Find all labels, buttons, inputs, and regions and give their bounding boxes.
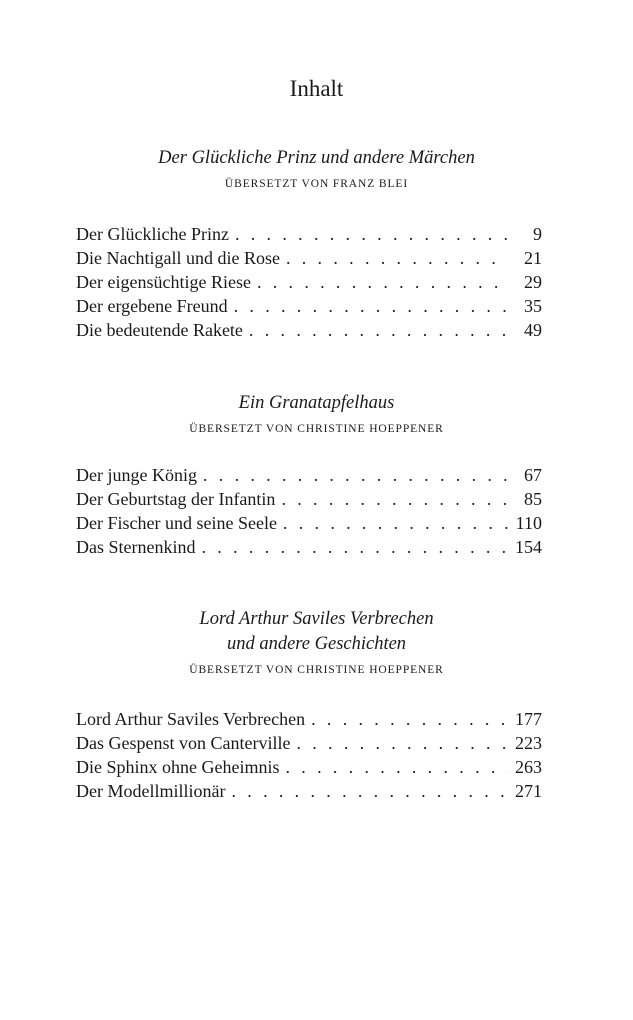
toc-entry[interactable] [76, 511, 542, 535]
dot-leader [249, 318, 508, 342]
toc-entry[interactable] [76, 318, 542, 342]
toc-entry[interactable] [76, 487, 542, 511]
entry-title: Der Modellmillionär [76, 781, 226, 801]
toc-entry[interactable] [76, 707, 542, 731]
entry-title: Der ergebene Freund [76, 296, 228, 316]
page-number: 35 [524, 296, 542, 316]
page-number: 9 [533, 224, 542, 244]
translator-credit: ÜBERSETZT VON FRANZ BLEI [224, 178, 409, 190]
section-title: Lord Arthur Saviles Verbrechen [199, 609, 434, 629]
toc-list [76, 463, 542, 559]
page-number: 85 [524, 489, 542, 509]
section-gluckliche-prinz [0, 146, 633, 192]
translator-credit: ÜBERSETZT VON CHRISTINE HOEPPENER [189, 664, 444, 676]
page-title: Inhalt [289, 76, 344, 101]
toc-entry[interactable] [76, 535, 542, 559]
page-number: 110 [515, 513, 542, 533]
section-title: Der Glückliche Prinz und andere Märchen [158, 148, 475, 168]
entry-title: Der junge König [76, 465, 197, 485]
toc-list [76, 707, 542, 803]
section-lord-arthur [0, 607, 633, 678]
entry-title: Der Glückliche Prinz [76, 224, 229, 244]
page-number: 263 [515, 757, 542, 777]
entry-title: Das Gespenst von Canterville [76, 733, 291, 753]
toc-entry[interactable] [76, 270, 542, 294]
toc-entry[interactable] [76, 246, 542, 270]
section-subtitle: und andere Geschichten [226, 634, 407, 654]
toc-list [76, 222, 542, 342]
dot-leader [285, 755, 508, 779]
dot-leader [201, 535, 508, 559]
page-number: 271 [515, 781, 542, 801]
toc-entry[interactable] [76, 294, 542, 318]
dot-leader [231, 779, 508, 803]
dot-leader [296, 731, 508, 755]
dot-leader [257, 270, 508, 294]
translator-credit: ÜBERSETZT VON CHRISTINE HOEPPENER [189, 423, 444, 435]
dot-leader [311, 707, 508, 731]
entry-title: Das Sternenkind [76, 537, 196, 557]
dot-leader [235, 222, 508, 246]
entry-title: Der Geburtstag der Infantin [76, 489, 276, 509]
section-granatapfelhaus [0, 391, 633, 437]
entry-title: Der Fischer und seine Seele [76, 513, 277, 533]
toc-entry[interactable] [76, 755, 542, 779]
dot-leader [203, 463, 508, 487]
page-number: 49 [524, 320, 542, 340]
toc-entry[interactable] [76, 222, 542, 246]
entry-title: Die Sphinx ohne Geheimnis [76, 757, 280, 777]
dot-leader [281, 487, 508, 511]
page-number: 223 [515, 733, 542, 753]
page-number: 177 [515, 709, 542, 729]
dot-leader [283, 511, 508, 535]
dot-leader [286, 246, 508, 270]
toc-entry[interactable] [76, 463, 542, 487]
section-title: Ein Granatapfelhaus [238, 393, 395, 413]
page-number: 29 [524, 272, 542, 292]
entry-title: Die Nachtigall und die Rose [76, 248, 280, 268]
entry-title: Die bedeutende Rakete [76, 320, 243, 340]
entry-title: Der eigensüchtige Riese [76, 272, 251, 292]
dot-leader [234, 294, 508, 318]
entry-title: Lord Arthur Saviles Verbrechen [76, 709, 306, 729]
toc-entry[interactable] [76, 779, 542, 803]
page-number: 67 [524, 465, 542, 485]
toc-entry[interactable] [76, 731, 542, 755]
page-number: 21 [524, 248, 542, 268]
page-number: 154 [515, 537, 542, 557]
